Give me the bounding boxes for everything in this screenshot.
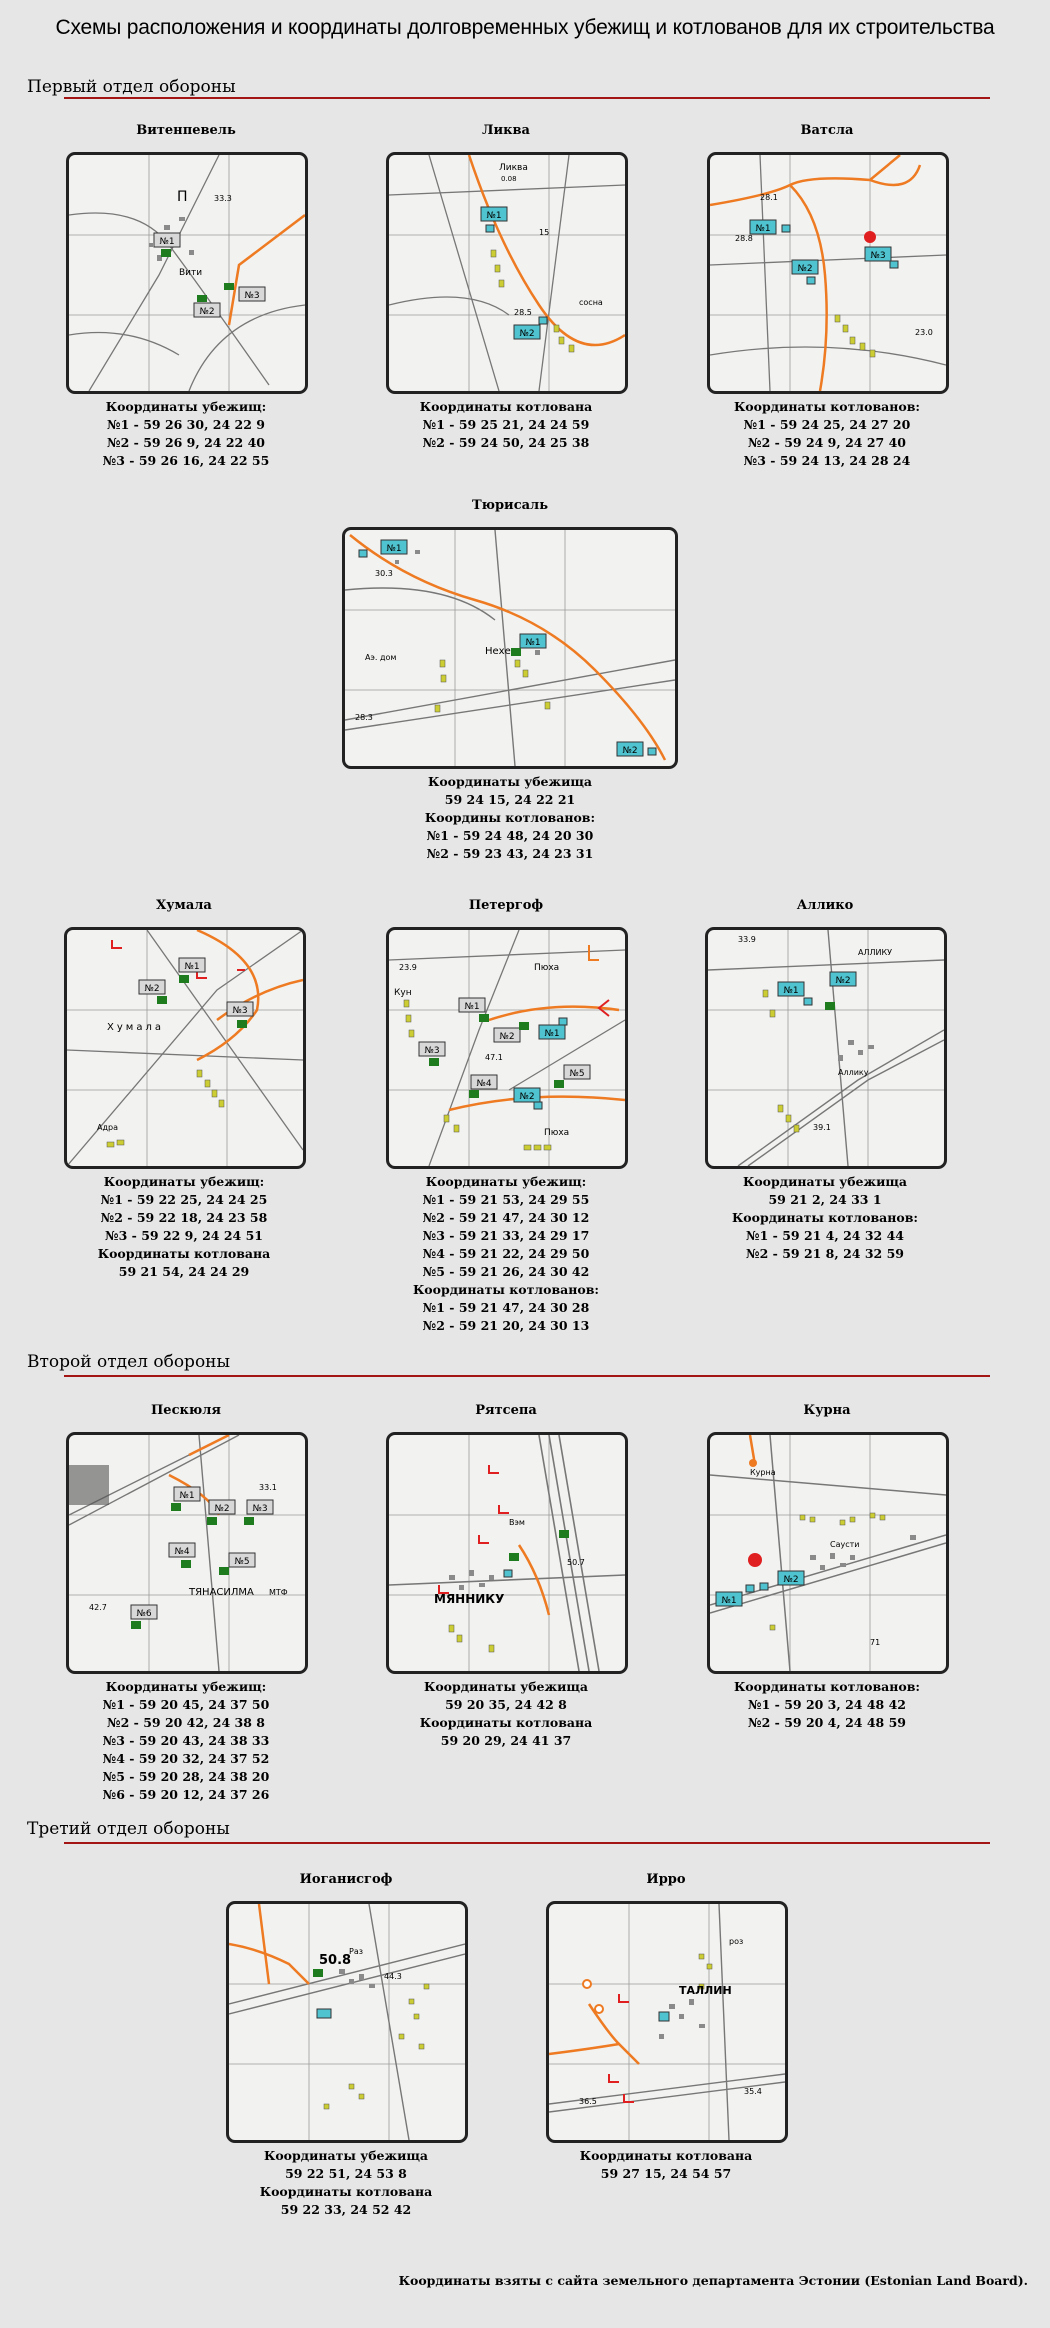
- coord-line: №2 - 59 20 42, 24 38 8: [107, 1715, 265, 1730]
- coord-line: Координаты котлованов:: [733, 1679, 921, 1694]
- map-label: Адра: [97, 1123, 118, 1132]
- coord-line: Координы котлованов:: [424, 810, 596, 825]
- map-image-kurna: [707, 1432, 949, 1674]
- coord-line: №5 - 59 20 28, 24 38 20: [102, 1769, 270, 1784]
- coord-line: №2 - 59 24 50, 24 25 38: [422, 435, 590, 450]
- coord-line: 59 21 54, 24 24 29: [118, 1264, 250, 1279]
- map-image-vatsla: [707, 152, 949, 394]
- section-title-2: Второй отдел обороны: [27, 1352, 231, 1372]
- map-label: 42.7: [89, 1603, 107, 1612]
- coord-line: №1 - 59 21 4, 24 32 44: [746, 1228, 904, 1243]
- map-label: 28.3: [355, 713, 373, 722]
- map-label: 33.9: [738, 935, 756, 944]
- map-label: 15: [539, 228, 550, 237]
- coord-line: №1 - 59 20 3, 24 48 42: [748, 1697, 906, 1712]
- coord-line: №1 - 59 22 25, 24 24 25: [100, 1192, 268, 1207]
- coord-line: 59 22 33, 24 52 42: [280, 2202, 412, 2217]
- map-label: ТАЛЛИН: [679, 1984, 732, 1997]
- map-title: Тюрисаль: [471, 498, 549, 513]
- map-label: 50.8: [319, 1953, 352, 1968]
- map-label: 23.9: [399, 963, 417, 972]
- map-label: №2: [622, 746, 638, 756]
- coord-line: №5 - 59 21 26, 24 30 42: [422, 1264, 590, 1279]
- map-label: №2: [519, 329, 535, 339]
- map-label: МЯННИКУ: [434, 1592, 505, 1606]
- coordinates: [386, 1678, 626, 1750]
- map-label: Аэ. дом: [365, 653, 397, 662]
- map-label: 71: [870, 1638, 881, 1647]
- map-label: №3: [424, 1046, 440, 1056]
- map-label: Саусти: [830, 1540, 860, 1549]
- map-image-tyurisal: [342, 527, 678, 769]
- coord-line: №1 - 59 21 47, 24 30 28: [422, 1300, 590, 1315]
- map-card-kurna: [707, 1402, 947, 1732]
- coordinates: [226, 2147, 466, 2219]
- coord-line: №2 - 59 23 43, 24 23 31: [426, 846, 594, 861]
- map-card-humala: [64, 897, 304, 1281]
- map-label: №3: [232, 1006, 248, 1016]
- map-image-humala: [64, 927, 306, 1169]
- section-title-1: Первый отдел обороны: [27, 77, 236, 97]
- map-label: №1: [179, 1491, 195, 1501]
- map-label: Раз: [349, 1947, 363, 1956]
- map-label: №1: [464, 1002, 480, 1012]
- section-divider-3: [64, 1842, 990, 1844]
- coord-line: Координаты котлована: [419, 1715, 593, 1730]
- coord-line: Координаты убежищ:: [103, 1174, 265, 1189]
- coord-line: 59 20 29, 24 41 37: [440, 1733, 572, 1748]
- map-label: №6: [136, 1609, 152, 1619]
- map-label: №2: [199, 307, 215, 317]
- map-label: №4: [476, 1079, 492, 1089]
- map-label: №3: [252, 1504, 268, 1514]
- map-image-irro: [546, 1901, 788, 2143]
- map-label: №1: [755, 224, 771, 234]
- coordinates: [705, 1173, 945, 1263]
- coord-line: 59 22 51, 24 53 8: [285, 2166, 407, 2181]
- map-label: №3: [870, 251, 886, 261]
- map-label: Вэм: [509, 1518, 525, 1527]
- coord-line: №2 - 59 21 47, 24 30 12: [422, 1210, 590, 1225]
- map-label: 44.3: [384, 1972, 402, 1981]
- map-card-likva: [386, 122, 626, 452]
- coordinates: [66, 1678, 306, 1804]
- coord-line: №1 - 59 25 21, 24 24 59: [422, 417, 590, 432]
- coord-line: №2 - 59 21 8, 24 32 59: [746, 1246, 904, 1261]
- map-title: Пескюля: [151, 1403, 221, 1418]
- coord-line: №2 - 59 20 4, 24 48 59: [748, 1715, 906, 1730]
- coord-line: №1 - 59 21 53, 24 29 55: [422, 1192, 590, 1207]
- map-label: №1: [184, 962, 200, 972]
- map-label: Аллику: [838, 1068, 869, 1077]
- coord-line: Координаты убежища: [427, 774, 593, 789]
- map-title: Петергоф: [468, 898, 544, 913]
- map-label: №1: [159, 237, 175, 247]
- coordinates: [546, 2147, 786, 2183]
- map-card-ioganisgof: [226, 1871, 466, 2219]
- section-title-3: Третий отдел обороны: [27, 1819, 230, 1839]
- map-label: №1: [544, 1029, 560, 1039]
- map-image-ryatsepa: [386, 1432, 628, 1674]
- map-title: Ирро: [646, 1872, 686, 1887]
- coord-line: 59 20 35, 24 42 8: [445, 1697, 567, 1712]
- map-image-peskyula: [66, 1432, 308, 1674]
- map-label: МТФ: [269, 1588, 288, 1597]
- map-label: №2: [835, 976, 851, 986]
- coord-line: №1 - 59 24 25, 24 27 20: [743, 417, 911, 432]
- map-label: Ликва: [499, 163, 528, 173]
- map-label: №2: [797, 264, 813, 274]
- map-label: Кун: [394, 988, 412, 998]
- coord-line: Координаты убежищ:: [425, 1174, 587, 1189]
- map-card-vitenpevel: [66, 122, 306, 470]
- coord-line: Координаты убежища: [742, 1174, 908, 1189]
- coord-line: Координаты котлована: [579, 2148, 753, 2163]
- coord-line: №2 - 59 24 9, 24 27 40: [748, 435, 906, 450]
- coord-line: 59 24 15, 24 22 21: [444, 792, 576, 807]
- map-label: Курна: [750, 1468, 776, 1477]
- map-label: №2: [499, 1032, 515, 1042]
- map-label: ТЯНАСИЛМА: [189, 1587, 254, 1598]
- map-image-alliko: [705, 927, 947, 1169]
- map-label: Вити: [179, 268, 203, 278]
- coord-line: №1 - 59 26 30, 24 22 9: [107, 417, 265, 432]
- map-label: №2: [783, 1575, 799, 1585]
- map-card-peskyula: [66, 1402, 306, 1804]
- coord-line: №4 - 59 20 32, 24 37 52: [102, 1751, 270, 1766]
- map-label: №5: [234, 1557, 250, 1567]
- map-label: 39.1: [813, 1123, 831, 1132]
- map-card-vatsla: [707, 122, 947, 470]
- map-image-ioganisgof: [226, 1901, 468, 2143]
- map-label: 28.5: [514, 308, 532, 317]
- map-card-alliko: [705, 897, 945, 1263]
- map-label: №3: [244, 291, 260, 301]
- map-label: №4: [174, 1547, 190, 1557]
- map-label: 35.4: [744, 2087, 762, 2096]
- map-image-vitenpevel: [66, 152, 308, 394]
- coord-line: Координаты убежища: [423, 1679, 589, 1694]
- map-card-ryatsepa: [386, 1402, 626, 1750]
- coord-line: Координаты котлованов:: [733, 399, 921, 414]
- coord-line: №1 - 59 20 45, 24 37 50: [102, 1697, 270, 1712]
- map-label: №1: [525, 638, 541, 648]
- section-divider-2: [64, 1375, 990, 1377]
- coord-line: 59 27 15, 24 54 57: [600, 2166, 732, 2181]
- coord-line: №2 - 59 26 9, 24 22 40: [107, 435, 265, 450]
- coord-line: №3 - 59 20 43, 24 38 33: [102, 1733, 270, 1748]
- map-label: №2: [214, 1504, 230, 1514]
- coord-line: №6 - 59 20 12, 24 37 26: [102, 1787, 270, 1802]
- coordinates: [342, 773, 678, 863]
- coord-line: Координаты котлована: [259, 2184, 433, 2199]
- coord-line: Координаты котлована: [419, 399, 593, 414]
- map-label: Хумала: [107, 1022, 164, 1033]
- map-title: Аллико: [796, 898, 854, 913]
- section-divider-1: [64, 97, 990, 99]
- coord-line: №3 - 59 24 13, 24 28 24: [743, 453, 911, 468]
- coord-line: Координаты убежищ:: [105, 1679, 267, 1694]
- map-title: Иоганисгоф: [299, 1872, 393, 1887]
- map-label: 36.5: [579, 2097, 597, 2106]
- coordinates: [66, 398, 306, 470]
- coord-line: Координаты убежища: [263, 2148, 429, 2163]
- coord-line: Координаты котлованов:: [731, 1210, 919, 1225]
- map-label: 28.1: [760, 193, 778, 202]
- coordinates: [386, 1173, 626, 1335]
- coord-line: №3 - 59 21 33, 24 29 17: [422, 1228, 590, 1243]
- coord-line: Координаты убежищ:: [105, 399, 267, 414]
- map-card-petergof: [386, 897, 626, 1335]
- coord-line: №3 - 59 22 9, 24 24 51: [105, 1228, 263, 1243]
- coordinates: [707, 398, 947, 470]
- coord-line: №4 - 59 21 22, 24 29 50: [422, 1246, 590, 1261]
- map-label: 28.8: [735, 234, 753, 243]
- map-title: Курна: [803, 1403, 851, 1418]
- map-label: 33.3: [214, 194, 232, 203]
- map-label: 23.0: [915, 328, 933, 337]
- coord-line: №2 - 59 21 20, 24 30 13: [422, 1318, 590, 1333]
- map-label: Пюха: [534, 963, 560, 973]
- map-label: АЛЛИКУ: [858, 948, 893, 957]
- coordinates: [64, 1173, 304, 1281]
- map-label: Пюха: [544, 1128, 570, 1138]
- page-title: Схемы расположения и координаты долговременных убежищ и котлованов для их строительства: [55, 16, 995, 39]
- map-label: 47.1: [485, 1053, 503, 1062]
- map-title: Витенпевель: [136, 123, 236, 138]
- map-label: 50.7: [567, 1558, 585, 1567]
- map-title: Ликва: [482, 123, 530, 138]
- map-label: П: [177, 189, 188, 205]
- coord-line: Координаты котлованов:: [412, 1282, 600, 1297]
- map-image-petergof: [386, 927, 628, 1169]
- map-label: №1: [486, 211, 502, 221]
- map-card-tyurisal: [342, 497, 678, 863]
- coord-line: 59 21 2, 24 33 1: [768, 1192, 882, 1207]
- coord-line: №2 - 59 22 18, 24 23 58: [100, 1210, 268, 1225]
- map-label: 0.08: [501, 175, 517, 183]
- map-label: №1: [386, 544, 402, 554]
- map-label: сосна: [579, 298, 603, 307]
- coord-line: №3 - 59 26 16, 24 22 55: [102, 453, 270, 468]
- coord-line: №1 - 59 24 48, 24 20 30: [426, 828, 594, 843]
- map-label: 33.1: [259, 1483, 277, 1492]
- map-label: №2: [144, 984, 160, 994]
- map-label: Нехе: [485, 646, 511, 657]
- source-note: Координаты взяты с сайта земельного департамента Эстонии (Estonian Land Board).: [398, 2273, 1028, 2288]
- map-label: роз: [729, 1937, 744, 1946]
- map-label: №1: [721, 1596, 737, 1606]
- map-title: Рятсепа: [475, 1403, 537, 1418]
- coordinates: [707, 1678, 947, 1732]
- map-label: №5: [569, 1069, 585, 1079]
- coordinates: [386, 398, 626, 452]
- map-card-irro: [546, 1871, 786, 2183]
- coord-line: Координаты котлована: [97, 1246, 271, 1261]
- map-label: 30.3: [375, 569, 393, 578]
- map-label: №2: [519, 1092, 535, 1102]
- map-image-likva: [386, 152, 628, 394]
- map-label: №1: [783, 986, 799, 996]
- map-title: Хумала: [156, 898, 212, 913]
- map-title: Ватсла: [800, 123, 854, 138]
